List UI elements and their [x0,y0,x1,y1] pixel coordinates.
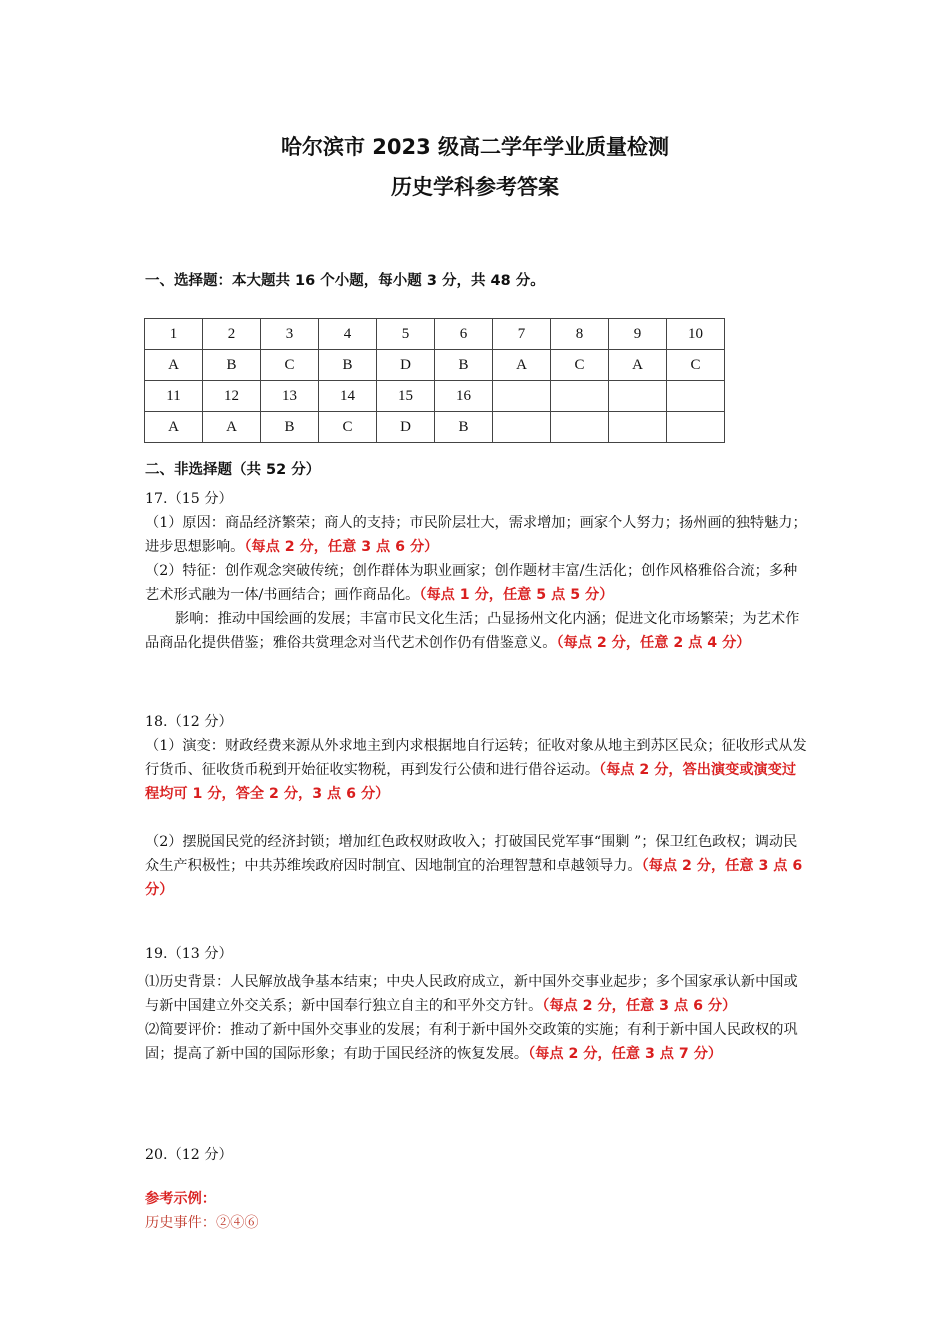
page-subtitle: 历史学科参考答案 [391,175,559,199]
table-cell: B [319,350,377,381]
section2-heading: 二、非选择题（共 52 分） [145,462,321,478]
table-cell: 16 [435,381,493,412]
table-cell: B [435,350,493,381]
table-cell: 3 [261,319,319,350]
table-cell: 9 [609,319,667,350]
table-cell [493,381,551,412]
table-row [145,381,725,412]
q18-label: 18.（12 分） [145,714,233,730]
table-cell: C [261,350,319,381]
table-cell: B [203,350,261,381]
table-row [145,319,725,350]
table-cell: 8 [551,319,609,350]
page-title: 哈尔滨市 2023 级高二学年学业质量检测 [280,135,670,159]
table-cell: 1 [145,319,203,350]
table-cell: 15 [377,381,435,412]
q17-part3: 影响：推动中国绘画的发展；丰富市民文化生活；凸显扬州文化内涵；促进文化市场繁荣；为艺术作品商品化提供借鉴；雅俗共赏理念对当代艺术创作仍有借鉴意义。（每点 2 分，任意 2 点 4 分） [145,611,800,651]
table-cell: B [435,412,493,443]
q20-label: 20.（12 分） [145,1147,233,1163]
table-cell [609,412,667,443]
table-cell: 7 [493,319,551,350]
table-cell: 6 [435,319,493,350]
q19-part2: ⑵简要评价：推动了新中国外交事业的发展；有利于新中国外交政策的实施；有利于新中国人民政权的巩固；提高了新中国的国际形象；有助于国民经济的恢复发展。（每点 2 分，任意 3 点 7 分） [145,1022,798,1062]
table-row [145,412,725,443]
section1-heading: 一、选择题：本大题共 16 个小题，每小题 3 分，共 48 分。 [145,273,545,289]
table-cell: D [377,412,435,443]
table-cell: A [145,350,203,381]
question-17 [145,487,810,655]
table-cell: A [493,350,551,381]
question-18 [145,710,810,902]
q18-part1-score: （每点 2 分，答出演变或演变过程均可 1 分，答全 2 分，3 点 6 分） [145,762,797,802]
question-20 [145,1143,810,1235]
table-cell [667,381,725,412]
q19-label: 19.（13 分） [145,946,233,962]
table-cell [667,412,725,443]
q19-part1: ⑴历史背景：人民解放战争基本结束；中央人民政府成立，新中国外交事业起步；多个国家承认新中国或与新中国建立外交关系；新中国奉行独立自主的和平外交方针。（每点 2 分，任意 3 点 6 分） [145,974,798,1014]
q17-part1: （1）原因：商品经济繁荣；商人的支持；市民阶层壮大，需求增加；画家个人努力；扬州画的独特魅力；进步思想影响。（每点 2 分，任意 3 点 6 分） [145,515,807,555]
table-cell: 11 [145,381,203,412]
table-cell: 13 [261,381,319,412]
q20-events: 历史事件：②④⑥ [145,1215,259,1231]
q17-part1-score: （每点 2 分，任意 3 点 6 分） [244,539,439,555]
table-cell: 5 [377,319,435,350]
table-cell: D [377,350,435,381]
table-cell: B [261,412,319,443]
q19-part1-score: （每点 2 分，任意 3 点 6 分） [542,998,737,1014]
q17-part3-score: （每点 2 分，任意 2 点 4 分） [556,635,751,651]
q17-part2: （2）特征：创作观念突破传统；创作群体为职业画家；创作题材丰富/生活化；创作风格雅俗合流；多种艺术形式融为一体/书画结合；画作商品化。（每点 1 分，任意 5 点 5 分） [145,563,798,603]
table-cell: A [203,412,261,443]
table-cell: C [551,350,609,381]
table-cell: 4 [319,319,377,350]
table-cell [551,412,609,443]
table-cell: A [609,350,667,381]
q20-example-heading: 参考示例： [145,1191,216,1207]
table-cell: 12 [203,381,261,412]
table-cell [551,381,609,412]
q17-label: 17.（15 分） [145,491,233,507]
q18-part2-score: （每点 2 分，任意 3 点 6 分） [145,858,803,898]
table-cell: A [145,412,203,443]
answer-table [144,318,725,443]
q19-part2-score: （每点 2 分，任意 3 点 7 分） [528,1046,723,1062]
table-cell: C [667,350,725,381]
table-row [145,350,725,381]
table-cell [493,412,551,443]
question-19 [145,942,810,1066]
table-cell: 14 [319,381,377,412]
q17-part2-score: （每点 1 分，任意 5 点 5 分） [419,587,614,603]
q18-part2: （2）摆脱国民党的经济封锁；增加红色政权财政收入；打破国民党军事“围剿 ”；保卫红色政权；调动民众生产积极性；中共苏维埃政府因时制宜、因地制宜的治理智慧和卓越领导力。（每点 2 分，任意 3 点 6 分） [145,834,803,898]
table-cell: 10 [667,319,725,350]
table-cell: C [319,412,377,443]
table-cell: 2 [203,319,261,350]
table-cell [609,381,667,412]
q18-part1: （1）演变：财政经费来源从外求地主到内求根据地自行运转；征收对象从地主到苏区民众；征收形式从发行货币、征收货币税到开始征收实物税，再到发行公债和进行借谷运动。（每点 2 分，答出演变或演变过程均可 1 分，答全 2 分，3 点 6 分） [145,738,807,802]
